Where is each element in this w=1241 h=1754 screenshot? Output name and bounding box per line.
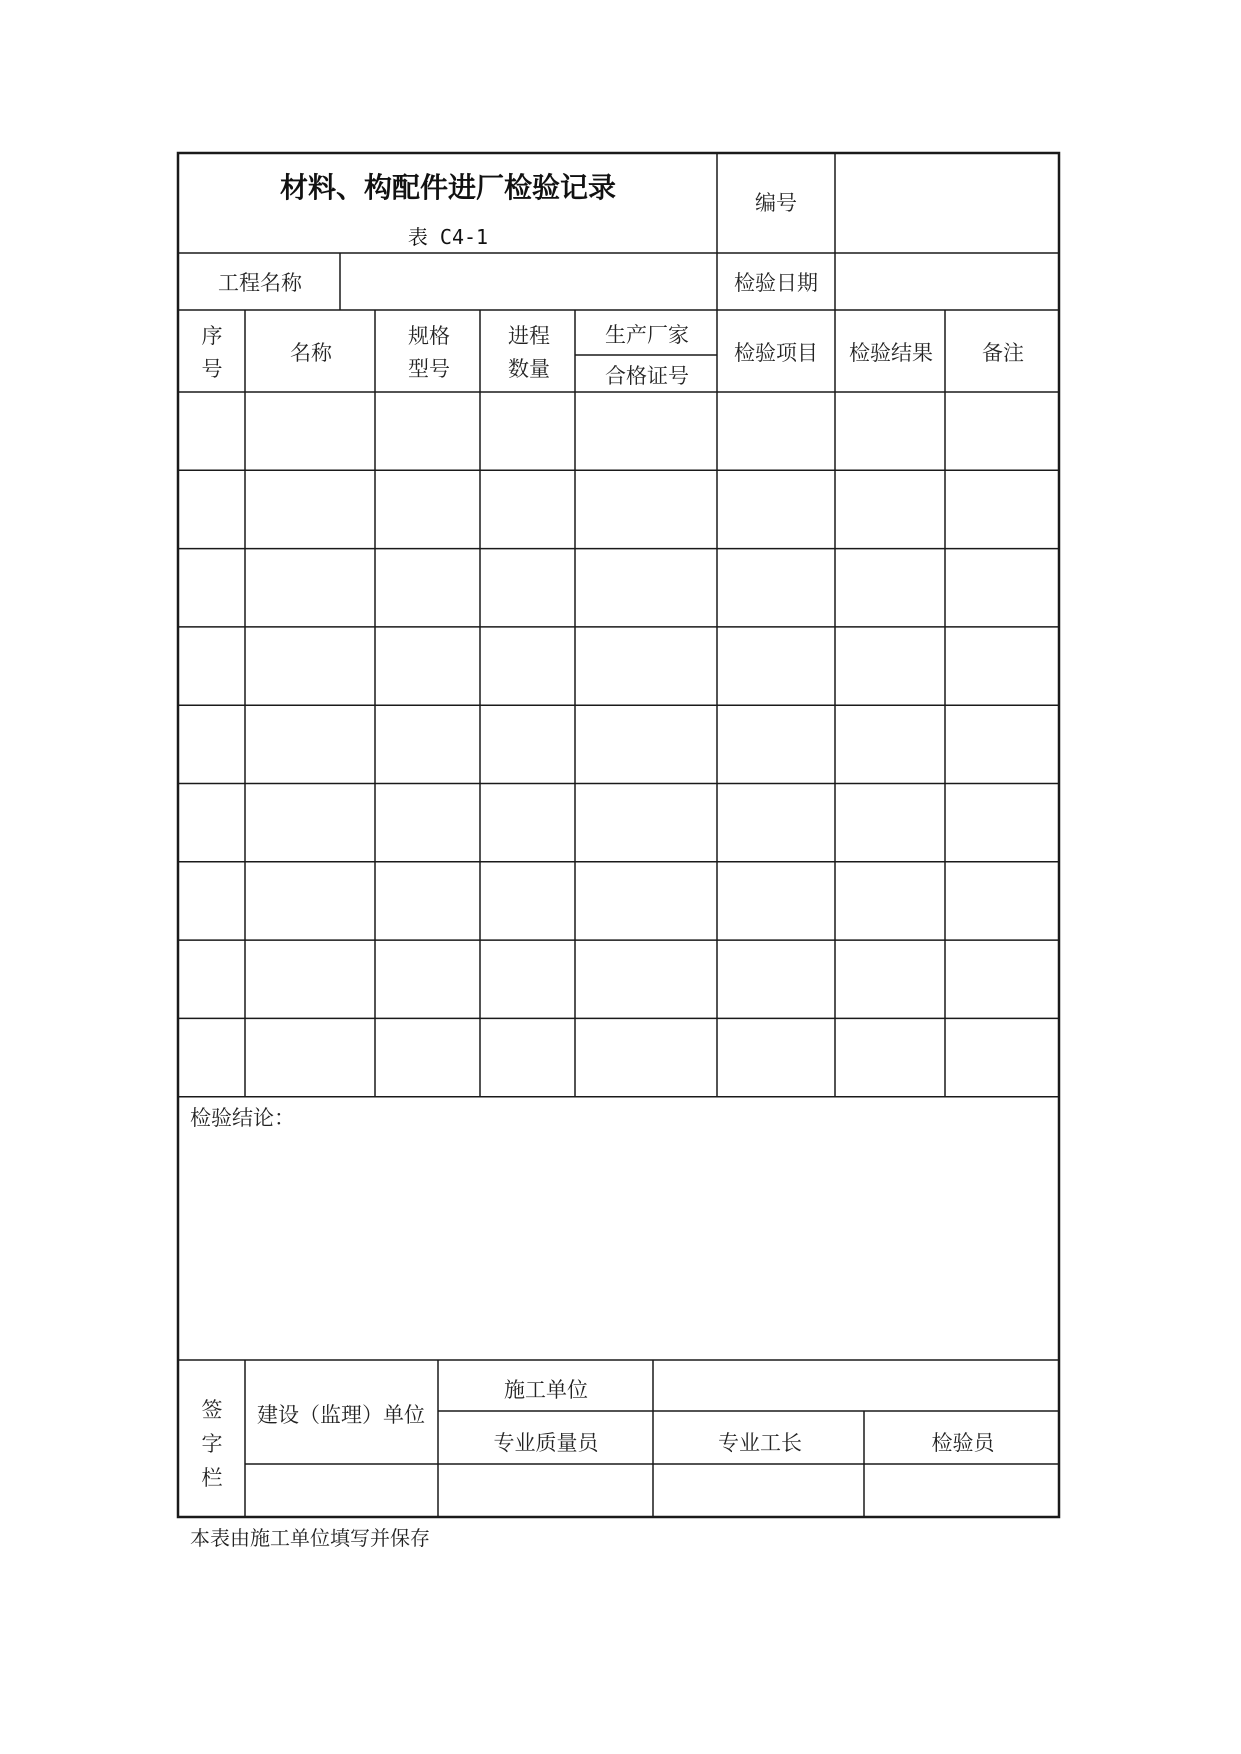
construction-unit-label: 施工单位 bbox=[504, 1378, 588, 1402]
header-qty-top: 进程 bbox=[508, 324, 550, 348]
inspector-label: 检验员 bbox=[931, 1431, 995, 1455]
header-certificate: 合格证号 bbox=[605, 364, 689, 388]
signature-char-2: 字 bbox=[201, 1432, 223, 1456]
conclusion-label: 检验结论： bbox=[190, 1106, 295, 1130]
signature-char-1: 签 bbox=[201, 1398, 223, 1422]
header-name: 名称 bbox=[290, 341, 332, 365]
header-inspection-item: 检验项目 bbox=[734, 341, 818, 365]
header-qty-bottom: 数量 bbox=[508, 357, 550, 381]
header-seq-bottom: 号 bbox=[201, 357, 223, 381]
project-name-label: 工程名称 bbox=[218, 271, 302, 295]
inspection-date-label: 检验日期 bbox=[734, 271, 818, 295]
quality-inspector-label: 专业质量员 bbox=[493, 1431, 599, 1455]
header-remarks: 备注 bbox=[982, 341, 1024, 365]
signature-char-3: 栏 bbox=[201, 1466, 223, 1490]
header-spec-top: 规格 bbox=[408, 324, 450, 348]
owner-unit-label: 建设（监理）单位 bbox=[257, 1403, 425, 1427]
number-label: 编号 bbox=[755, 191, 797, 215]
footer-note: 本表由施工单位填写并保存 bbox=[190, 1526, 430, 1550]
form-title: 材料、构配件进厂检验记录 bbox=[279, 171, 617, 204]
form-code: 表 C4-1 bbox=[407, 225, 489, 249]
header-seq-top: 序 bbox=[201, 324, 223, 348]
header-spec-bottom: 型号 bbox=[408, 357, 450, 381]
header-inspection-result: 检验结果 bbox=[849, 341, 933, 365]
foreman-label: 专业工长 bbox=[718, 1431, 802, 1455]
header-manufacturer: 生产厂家 bbox=[605, 323, 689, 347]
